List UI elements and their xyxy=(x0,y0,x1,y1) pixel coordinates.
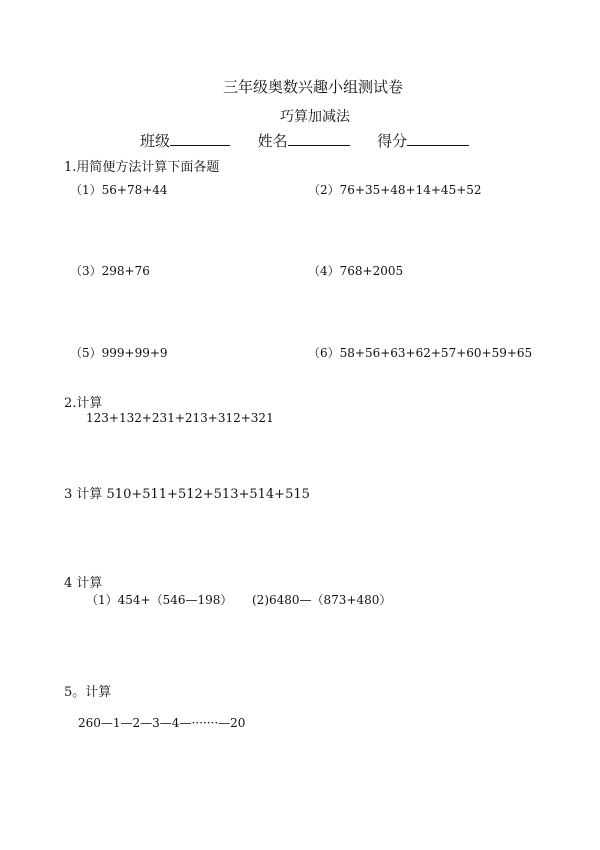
question-1-item-3: （3）298+76 xyxy=(70,264,150,278)
page-title: 三年级奥数兴趣小组测试卷 xyxy=(222,78,403,96)
question-1-heading: 1.用简便方法计算下面各题 xyxy=(64,160,220,175)
question-1-item-4: （4）768+2005 xyxy=(308,264,404,278)
class-blank[interactable] xyxy=(170,131,230,146)
name-label: 姓名 xyxy=(257,132,288,150)
question-4-item-2: (2)6480—（873+480） xyxy=(252,593,392,607)
question-3-heading: 3 计算 510+511+512+513+514+515 xyxy=(64,487,310,502)
question-4-item-1: （1）454+（546—198） xyxy=(86,593,233,607)
question-5-heading: 5。计算 xyxy=(64,685,112,700)
question-2-expression: 123+132+231+213+312+321 xyxy=(86,411,274,425)
student-info-row xyxy=(140,130,469,151)
question-5-expression: 260—1—2—3—4—·······—20 xyxy=(78,716,246,730)
question-4-heading: 4 计算 xyxy=(64,576,103,591)
score-blank[interactable] xyxy=(407,131,469,146)
name-blank[interactable] xyxy=(288,131,350,146)
question-1-item-1: （1）56+78+44 xyxy=(70,183,168,197)
question-1-item-6: （6）58+56+63+62+57+60+59+65 xyxy=(308,346,533,360)
question-2-heading: 2.计算 xyxy=(64,396,103,411)
page-subtitle: 巧算加减法 xyxy=(280,109,350,125)
class-label: 班级 xyxy=(140,132,171,150)
score-label: 得分 xyxy=(377,132,408,150)
question-1-item-5: （5）999+99+9 xyxy=(70,346,168,360)
question-1-item-2: （2）76+35+48+14+45+52 xyxy=(308,183,482,197)
